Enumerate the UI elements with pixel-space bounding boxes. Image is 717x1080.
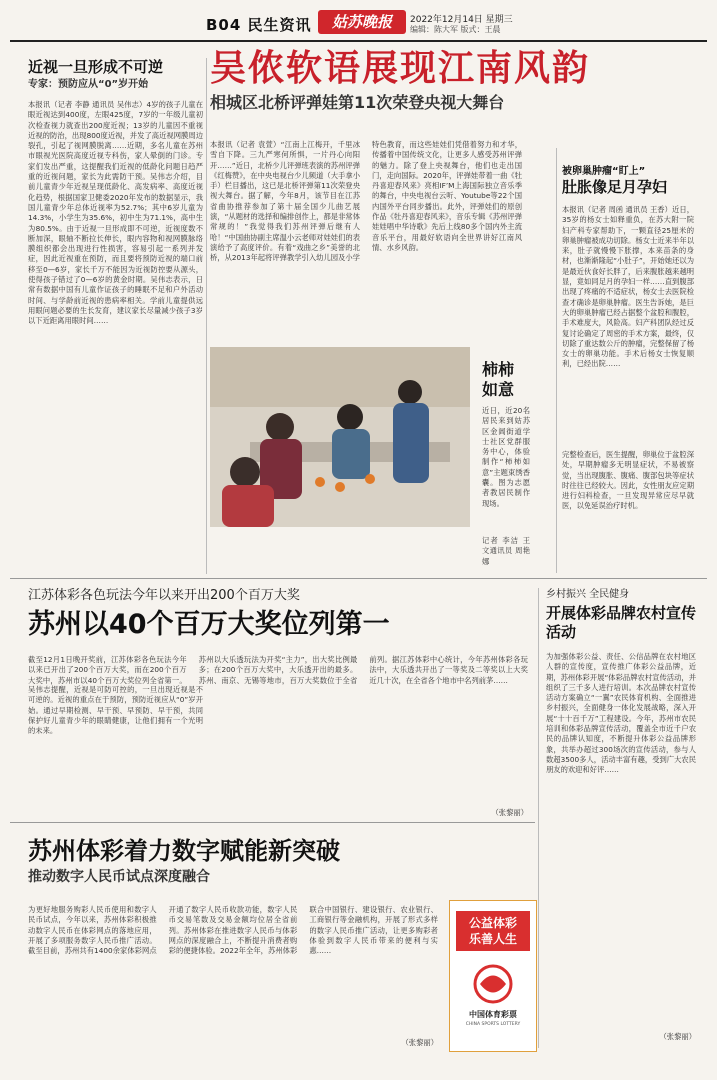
ad-slogan-1: 公益体彩 [468,916,517,930]
ad-slogan-2: 乐善人生 [468,932,517,946]
header-rule [10,40,707,42]
issue-date: 2022年12月14日 星期三 [410,15,513,25]
section-divider [10,822,535,823]
page-section-code: B04 民生资讯 [206,16,312,34]
article-body: 截至12月1日晚开奖前，江苏体彩各色玩法今年以来已开出了200个百万大奖，而在200个百万大奖中，苏州市以40个百万大奖位列全省第一。苏州以大乐透玩法为开奖“主力”，出大奖比例最多；在200个百万大奖中，大乐透开出的最多。苏州、南京、无锡等地市，百万大奖数位于全省前列。据江苏体彩中心统计，今年苏州体彩各玩法中，大乐透共开出了一等奖及二等奖以上大奖近几十次，在全省各个地市中名列前茅…… [28,655,528,685]
column-divider [206,58,207,574]
article-title: 苏州体彩着力数字赋能新突破 [28,837,340,865]
newspaper-logo: 姑苏晚报 [318,10,406,34]
article-title: 吴侬软语展现江南风韵 [210,48,591,89]
column-divider [556,148,557,573]
caption-credit: 记者 李洁 王文通讯员 周艳娜 [482,536,530,566]
article-body: 为加强体彩公益、责任、公信品牌在农村地区人群的宣传度，宣传推广体彩公益品牌，近期，苏州体彩开展“体彩品牌农村宣传活动，并组织了三千多人进行培训。本次品牌农村宣传活动方案确立“一翼”农民体育机构、全面推进乡村振兴，全面健身一体化发展战略，深入开展“十十百千万”工程建设。今年，苏州市农民培训和体彩品牌宣传活动，覆盖全市近千户农民的品牌认知度，不断提升体彩公益品牌形象，共举办超过300场次的宣传活动，参与人数超3500多人，活动丰富有趣，受到广大农民朋友的欢迎和好评…… [546,652,696,775]
section-divider [10,578,707,579]
article-title: 近视一旦形成不可逆 [28,58,164,76]
article-pingtan [210,48,700,114]
article-lottery [28,588,528,642]
article-body-col1: 本报讯（记者 袁萱）“江南上江梅开，千里冰雪自下降。三九严寒何所惧，一片丹心向阳开……”近日，北桥少儿评弹班表演的苏州评弹《红梅赞》，在中央电视台少儿频道（大手拿小手）栏目播出，这已是北桥评弹第11次荣登央视大舞台。据了解，今年8月，该节目在江苏省曲协推荐参加了第十届全国少儿曲艺展演，“从题材的选择和编排创作上，都是非常体常规的！”我觉得我们苏州评弹后继有人哈！“中国曲协副主席温小云老师对娃娃们的表演给予了高度评价。有着“戏曲之乡”美誉的北桥，从2013年起将评弹教学引入幼儿园及小学 [210,140,360,263]
article-kicker: 乡村振兴 全民健身 [546,589,630,600]
article-body: 本报讯（记者 李静 通讯员 吴伟志）4岁的孩子儿童在眼近视达到400度，左眼425度，7岁的一年级儿童初次检查视力就查出200度近视；13岁的儿童因不重视近视的防治，出现800度近视，并发了高近视网膜周边裂孔，引起了视网膜脱离……近期，多名儿童在苏州市眼视光医院高度近视专科伤，家人晕倒的门诊。专家们发出严重，这提醒我们近视的低龄化问题日趋严重的近视问题，家长为此需防干预。吴伟志介绍，目前儿童青少年近视呈现低龄化、高发病率、高度近视化趋势，根据国家卫健委2020年发布的数据显示，我国儿童青少年总体近视率为52.7%；其中6岁儿童为14.3%，小学生为35.6%，初中生为71.1%，高中生为80.5%。由于近视一旦形成即不可逆，近视度数不断加深，眼轴不断拉长伸长，眼内容物和视网膜脉络膜组织都会出现进行性损害，容易引起一系列并发症，因此近视重在预防，而且要将预防近视的端口前移至0—6岁，家长千万不能因为近视防控要从源头，使得孩子错过了0—6岁的黄金时期。吴伟志表示，日常有数据中国有儿童作证孩子的睡眠不足和户外活动时间、与学龄前近视的患病率相关。学前儿童提供远用眼问题必要的生长发育，建议家长尽量减少孩子3岁以下近距离用眼时间…… [28,100,203,326]
article-body-col2: 特色教育，而这些娃娃们凭借着努力和才华，传播着中国传统文化，让更多人感受苏州评弹的魅力。除了登上央视舞台，他们也走出国门，走向国际。2020年，评弹娃带着一曲《牡丹喜迎春风来》亮相IF’M上海国际独立音乐季的舞台，中央电视台云听、Youtube等22个国内国外平台同步播出。此外，评弹娃们的原创作品《牡丹喜迎春风来》，音乐专辑《苏州评弹娃娃唱中华诗歌》先后上线80多个国内外主流音乐平台，用最好软语向全世界讲好江南风情、水乡风韵。 [372,140,522,252]
article-bloat [562,165,694,570]
editor-credits: 编辑：陈大军 版式：王晨 [410,25,501,34]
article-subtitle: 相城区北桥评弹娃第11次荣登央视大舞台 [210,93,505,112]
article-credit: （张黎丽） [401,1038,438,1047]
sports-lottery-ad [449,900,537,1052]
article-credit: （张黎丽） [491,808,528,817]
ad-brand-en: CHINA SPORTS LOTTERY [465,1022,521,1027]
article-kicker: 江苏体彩各色玩法今年以来开出200个百万大奖 [28,588,300,603]
caption-body: 近日，近20名居民来到姑苏区金阊街道学士社区党群服务中心，体验制作“柿柿如意”主题束绣香囊。图为志愿者教居民制作现场。 [482,406,530,508]
article-credit: （张黎丽） [659,1032,696,1041]
photo-caption [482,360,530,568]
ad-brand: 中国体育彩票 [469,1010,517,1019]
news-photo [210,347,470,527]
article-subtitle: 专家：预防应从“0”岁开始 [28,79,149,90]
article-title-pre: 被卵巢肿瘤“盯上” [562,166,646,177]
photo-illustration [210,347,470,527]
article-rural [546,588,696,1042]
article-digital [28,836,528,886]
article-body-end: 完整检查后，医生提醒，卵巢位于盆腔深处，早期肿瘤多无明显症状，不易被察觉，当出现腹胀、腹痛、腹部包块等症状时往往已经较大。因此，女性朋友应定期进行妇科检查，一旦发现异常应尽早就医，以免延误治疗时机。 [562,450,694,511]
article-title: 开展体彩品牌农村宣传活动 [546,604,697,641]
article-title: 苏州以40个百万大奖位列第一 [28,609,390,640]
article-body: 为更好地服务购彩人民币使用和数字人民币试点，今年以来，苏州体彩积极推动数字人民币在体彩网点的落地应用，开展了多项服务数字人民币推广活动。截至目前，苏州共有1400余家体彩网点开通了数字人民币收款功能，数字人民币交易笔数及交易金额均位居全省前列。苏州体彩在推进数字人民币与体彩网点的深度融合上，不断提升消费者购彩的便捷体验。2022年全年，苏州体彩联合中国银行、建设银行、农业银行、工商银行等金融机构，开展了形式多样的数字人民币推广活动，让更多购彩者体验到数字人民币带来的便利与实惠…… [28,905,438,956]
caption-title: 柿柿如意 [482,360,515,399]
article-title: 肚胀像足月孕妇 [562,178,668,196]
article-body: 本报讯（记者 周函 通讯员 王香）近日，35岁的杨女士如释重负，在苏大附一院妇产科专家帮助下，一颗直径25厘米的卵巢肿瘤被成功切除。杨女士近来半年以来，肚子就慢慢下胀撑，本来苗条的身材，也渐渐隆起“小肚子”，开始她还以为是最近伙食好长胖了，后来腹胀越来越明显，竟如同足月的孕妇一样……直到腹部出现了疼痛的不适症状，杨女士去医院检查才确诊是卵巢肿瘤。医生告诉她，是巨大的卵巢肿瘤已经占据整个盆腔和腹腔，手术难度大，风险高。妇产科团队经过反复讨论确定了周密的手术方案，最终，仅切除了重达数公斤的肿瘤，完整保留了杨女士的卵巢功能。手术后杨女士恢复顺利，已经出院…… [562,205,694,369]
article-subtitle: 推动数字人民币试点深度融合 [28,869,210,885]
lottery-logo-icon [450,959,536,1009]
article-body-end: 吴伟志提醒，近视是可防可控的，一旦出现近视是不可逆的。近视的重点在于预防，预防近视应从“0”岁开始。通过早期检测、早干预、早预防、早干预，共同保护好儿童青少年的眼睛健康，让他们拥有一个光明的未来。 [28,685,203,736]
column-divider [538,588,539,1048]
